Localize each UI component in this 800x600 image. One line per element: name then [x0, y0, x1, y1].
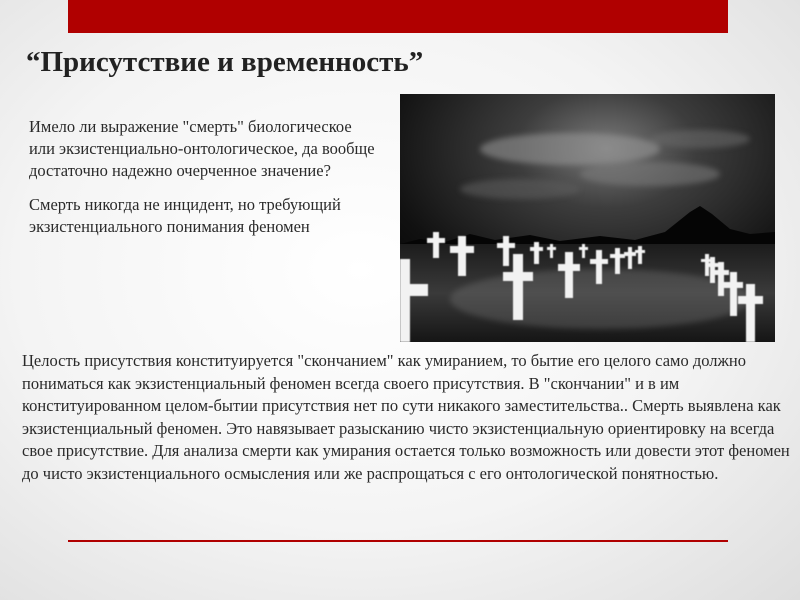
bottom-accent-line: [68, 540, 728, 542]
intro-statement: Смерть никогда не инцидент, но требующий экзистенциального понимания феномен: [29, 195, 341, 236]
intro-question: Имело ли выражение "смерть" биологическое или экзистенциально-онтологическое, да вообще достаточно надежно очерченное значение?: [29, 117, 375, 180]
body-paragraph: Целость присутствия конституируется "скончанием" как умиранием, то бытие его целого само должно пониматься как экзистенциальный феномен всегда своего присутствия. В "скончании" и в им конституированном целом-бытии присутствия нет по сути никакого заместительства.. Смерть выявлена как экзистенциальный феномен. Это навязывает разысканию чисто экзистенциальную ориентировку на всегда свое присутствие. Для анализа смерти как умирания остается только возможность или довести этот феномен до чисто экзистенциального осмысления или же распрощаться с его онтологической понятностью.: [22, 351, 790, 483]
cemetery-crosses-photo: [400, 94, 775, 342]
cemetery-crosses-icon: [400, 94, 775, 342]
intro-text-block: [29, 116, 379, 250]
top-accent-bar: [68, 0, 728, 33]
slide-title: “Присутствие и временность”: [26, 46, 424, 78]
